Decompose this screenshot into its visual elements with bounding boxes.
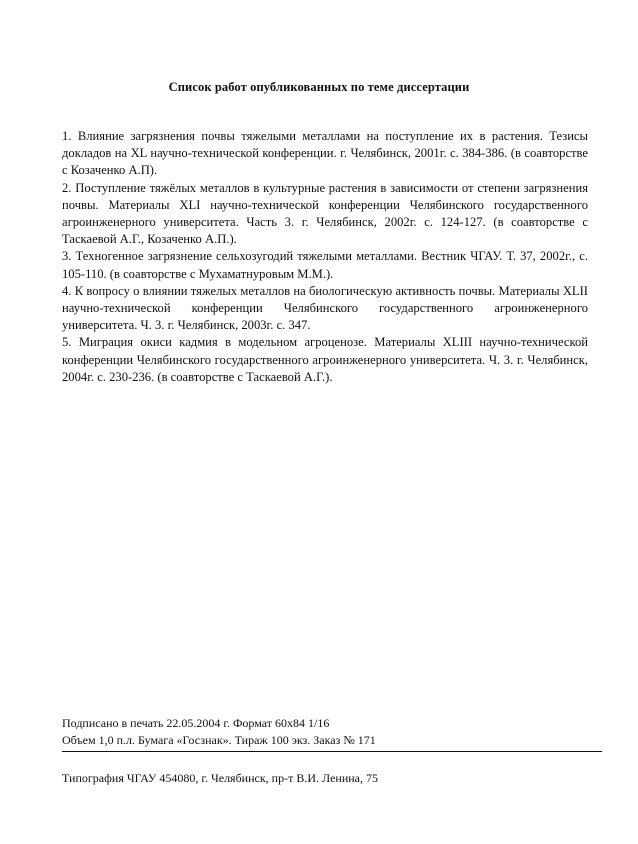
publication-item-4: 4. К вопросу о влиянии тяжелых металлов на биологическую активность почвы. Материалы XLII научно-технической конференции Челябинского государственного агроинженерного университета. Ч. 3. г. Челябинск, 2003г. с. 347. <box>62 283 588 333</box>
imprint-signed-line: Подписано в печать 22.05.2004 г. Формат 60x84 1/16 <box>62 716 330 730</box>
imprint-volume-line: Объем 1,0 п.л. Бумага «Госзнак». Тираж 100 экз. Заказ № 171 <box>62 733 376 747</box>
publication-list <box>62 128 588 386</box>
imprint-divider <box>62 751 602 752</box>
publication-item-2: 2. Поступление тяжёлых металлов в культурные растения в зависимости от степени загрязнения почвы. Материалы XLI научно-технической конференции Челябинского государственного агроинженерного университета. Часть 3. г. Челябинск, 2002г. с. 124-127. (в соавторстве с Таскаевой А.Г., Козаченко А.П.). <box>62 180 588 247</box>
publication-item-5: 5. Миграция окиси кадмия в модельном агроценозе. Материалы XLIII научно-технической конференции Челябинского государственного агроинженерного университета. Ч. 3. г. Челябинск, 2004г. с. 230-236. (в соавторстве с Таскаевой А.Г.). <box>62 335 588 384</box>
document-title: Список работ опубликованных по теме диссертации <box>168 80 470 94</box>
printer-info: Типография ЧГАУ 454080, г. Челябинск, пр-т В.И. Ленина, 75 <box>62 771 378 785</box>
publication-item-1: 1. Влияние загрязнения почвы тяжелыми металлами на поступление их в растения. Тезисы докладов на XL научно-технической конференции. г. Челябинск, 2001г. с. 384-386. (в соавторстве с Козаченко А.П). <box>62 129 588 178</box>
publication-item-3: 3. Техногенное загрязнение сельхозугодий тяжелыми металлами. Вестник ЧГАУ. Т. 37, 2002г., с. 105-110. (в соавторстве с Мухаматнуровым М.М.). <box>62 249 588 281</box>
